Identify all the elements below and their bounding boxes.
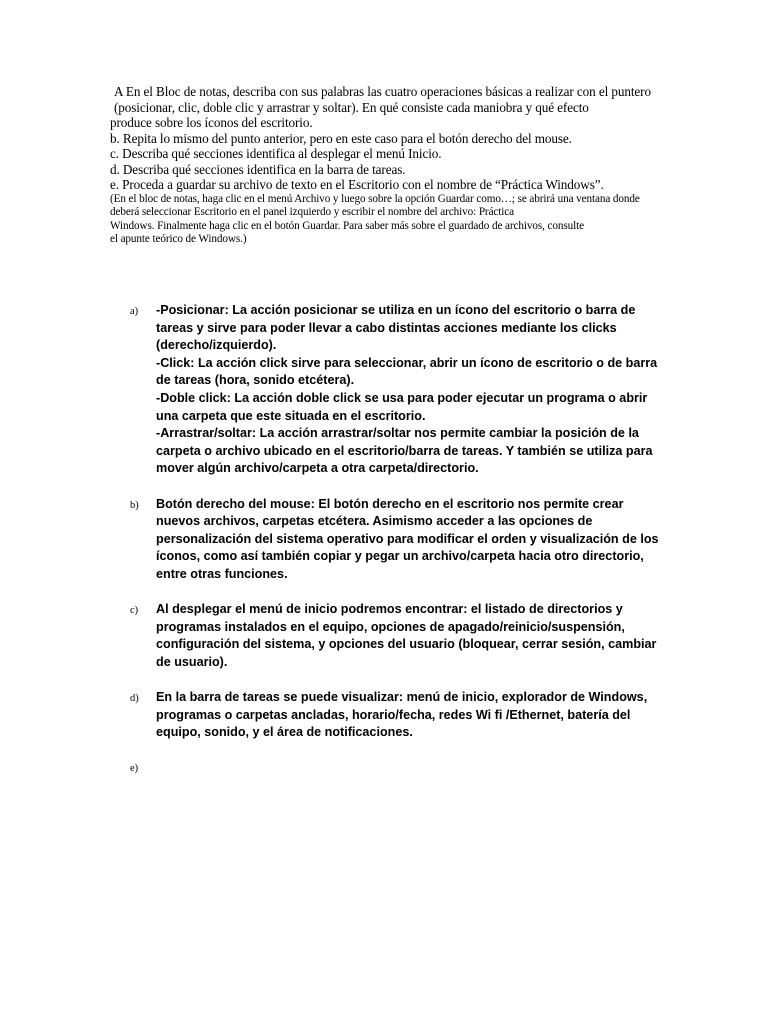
answer-text: [156, 759, 660, 777]
answer-e: [130, 759, 660, 777]
instruction-d: d. Describa qué secciones identifica en la barra de tareas.: [110, 161, 406, 177]
instruction-note-2: Windows. Finalmente haga clic en el botón Guardar. Para saber más sobre el guardado de archivos, consulte: [110, 219, 584, 232]
instructions-block: [110, 84, 660, 247]
answer-a: [130, 302, 660, 478]
answer-paragraph-click: -Click: La acción click sirve para seleccionar, abrir un ícono de escritorio o de barra de tareas (hora, sonido etcétera).: [156, 355, 658, 388]
instruction-c: c. Describa qué secciones identifica al desplegar el menú Inicio.: [110, 146, 442, 161]
answer-letter: d): [130, 693, 139, 705]
instruction-e: e. Proceda a guardar su archivo de texto en el Escritorio con el nombre de “Práctica Windows”.: [110, 177, 604, 192]
instruction-a-continued: produce sobre los íconos del escritorio.: [110, 115, 313, 130]
answer-letter: b): [130, 499, 139, 511]
answer-letter: a): [130, 306, 139, 317]
answer-paragraph: Botón derecho del mouse: El botón derecho en el escritorio nos permite crear nuevos archivos, carpetas etcétera. Asimismo acceder a las opciones de personalización del sistema operativo para modificar el orden y visualización de los íconos, como así también copiar y pegar un archivo/carpeta hacia otro directorio, entre otras funciones.: [156, 496, 659, 581]
answer-text: [156, 496, 660, 584]
answer-paragraph-arrastrar: -Arrastrar/soltar: La acción arrastrar/soltar nos permite cambiar la posición de la carpeta o archivo ubicado en el escritorio/barra de tareas. Y también se utiliza para mover algún archivo/carpeta a otra carpeta/directorio.: [156, 426, 653, 476]
instruction-a: A En el Bloc de notas, describa con sus palabras las cuatro operaciones básicas a realizar con el puntero (posicionar, clic, doble clic y arrastrar y soltar). En qué consiste cada maniobra y qué efecto: [114, 84, 651, 115]
answer-letter: c): [130, 605, 139, 617]
answer-text: [156, 601, 660, 671]
answer-paragraph-posicionar: -Posicionar: La acción posicionar se utiliza en un ícono del escritorio o barra de tareas y sirve para poder llevar a cabo distintas acciones mediante los clicks (derecho/izquierdo).: [156, 303, 636, 353]
answers-list: [130, 302, 660, 795]
answer-paragraph: Al desplegar el menú de inicio podremos encontrar: el listado de directorios y programas instalados en el equipo, opciones de apagado/reinicio/suspensión, configuración del sistema, y opciones del usuario (bloquear, cerrar sesión, cambiar de usuario).: [156, 602, 657, 669]
answer-d: [130, 689, 660, 742]
answer-text: [156, 689, 660, 742]
answer-text: [156, 302, 660, 478]
instruction-b: b. Repita lo mismo del punto anterior, pero en este caso para el botón derecho del mouse.: [110, 130, 572, 146]
answer-paragraph: En la barra de tareas se puede visualizar: menú de inicio, explorador de Windows, programas o carpetas ancladas, horario/fecha, redes Wi fi /Ethernet, batería del equipo, sonido, y el área de notificaciones.: [156, 690, 648, 740]
answer-letter: e): [130, 763, 139, 775]
instruction-note-3: el apunte teórico de Windows.): [110, 233, 247, 246]
answer-c: [130, 601, 660, 671]
instruction-note-1: (En el bloc de notas, haga clic en el menú Archivo y luego sobre la opción Guardar como…; se abrirá una ventana donde deberá seleccionar Escritorio en el panel izquierdo y escribir el nombre del archivo: Práctica: [110, 192, 640, 219]
answer-b: [130, 496, 660, 584]
answer-paragraph-doble-click: -Doble click: La acción doble click se usa para poder ejecutar un programa o abrir una carpeta que este situada en el escritorio.: [156, 390, 648, 423]
